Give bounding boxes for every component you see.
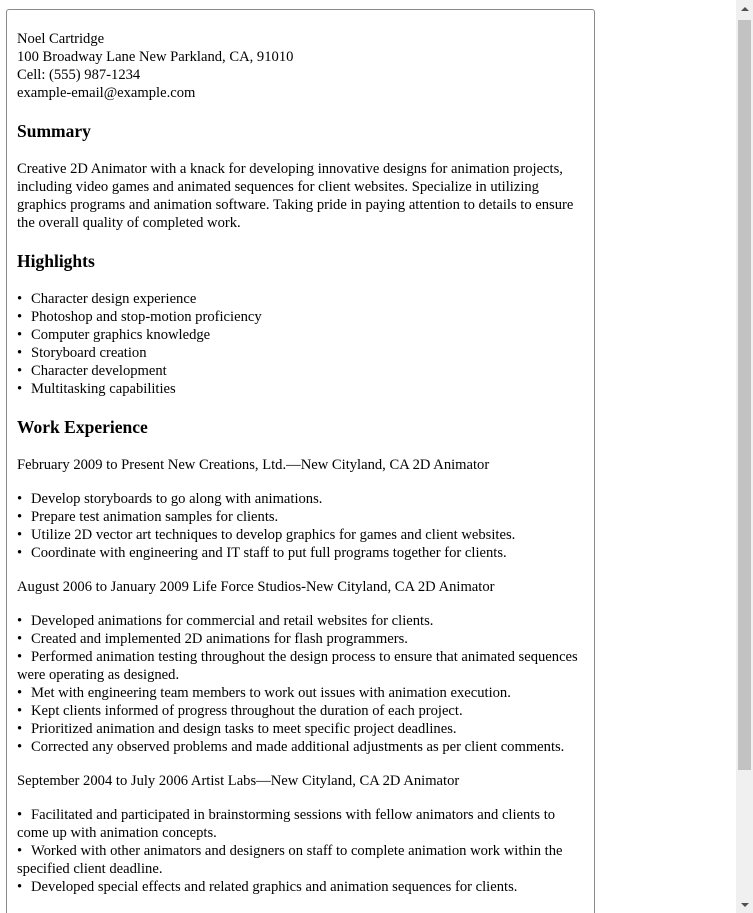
resume-document [6, 9, 595, 913]
bullet-icon: • [17, 291, 23, 307]
job-duties-list [17, 490, 583, 562]
job-entry-3 [17, 772, 583, 896]
contact-name: Noel Cartridge [17, 31, 105, 47]
bullet-icon: • [17, 739, 23, 755]
job-entry-1 [17, 456, 583, 562]
bullet-icon: • [17, 879, 23, 895]
bullet-icon: • [17, 545, 23, 561]
bullet-icon: • [17, 345, 23, 361]
list-item: • Corrected any observed problems and made additional adjustments as per client comments. [17, 739, 565, 755]
vertical-scrollbar[interactable] [736, 0, 753, 913]
resume-content [17, 30, 583, 896]
bullet-icon: • [17, 649, 23, 665]
scroll-down-button[interactable] [736, 896, 753, 913]
bullet-icon: • [17, 527, 23, 543]
list-item: • Develop storyboards to go along with animations. [17, 491, 323, 507]
contact-email: example-email@example.com [17, 85, 196, 101]
bullet-icon: • [17, 685, 23, 701]
experience-heading: Work Experience [17, 417, 148, 437]
summary-text: Creative 2D Animator with a knack for developing innovative designs for animation projects, including video games and animated sequences for client websites. Specialize in utilizing graphics programs and animation software. Taking pride in paying attention to details to ensure the overall quality of completed work. [17, 161, 574, 231]
summary-heading: Summary [17, 121, 91, 141]
job-title-line: August 2006 to January 2009 Life Force Studios-New Cityland, CA 2D Animator [17, 579, 495, 595]
contact-phone: Cell: (555) 987-1234 [17, 67, 141, 83]
list-item: • Performed animation testing throughout the design process to ensure that animated sequences were operating as designed. [17, 649, 578, 683]
list-item: • Multitasking capabilities [17, 381, 176, 397]
bullet-icon: • [17, 309, 23, 325]
list-item: • Prioritized animation and design tasks to meet specific project deadlines. [17, 721, 457, 737]
job-duties-list [17, 806, 583, 896]
list-item: • Developed special effects and related graphics and animation sequences for clients. [17, 879, 518, 895]
job-title-line: February 2009 to Present New Creations, Ltd.—New Cityland, CA 2D Animator [17, 457, 490, 473]
bullet-icon: • [17, 843, 23, 859]
bullet-icon: • [17, 327, 23, 343]
highlights-list [17, 290, 583, 398]
scroll-thumb[interactable] [738, 20, 751, 770]
list-item: • Storyboard creation [17, 345, 147, 361]
bullet-icon: • [17, 703, 23, 719]
triangle-up-icon [741, 7, 749, 11]
list-item: • Character design experience [17, 291, 197, 307]
list-item: • Developed animations for commercial and retail websites for clients. [17, 613, 434, 629]
job-title-line: September 2004 to July 2006 Artist Labs—New Cityland, CA 2D Animator [17, 773, 460, 789]
list-item: • Created and implemented 2D animations for flash programmers. [17, 631, 408, 647]
highlights-heading: Highlights [17, 251, 95, 271]
list-item: • Coordinate with engineering and IT staff to put full programs together for clients. [17, 545, 507, 561]
list-item: • Met with engineering team members to work out issues with animation execution. [17, 685, 511, 701]
bullet-icon: • [17, 721, 23, 737]
bullet-icon: • [17, 363, 23, 379]
triangle-down-icon [741, 903, 749, 907]
contact-block [17, 30, 583, 102]
list-item: • Facilitated and participated in brainstorming sessions with fellow animators and clients to come up with animation concepts. [17, 807, 556, 841]
list-item: • Utilize 2D vector art techniques to develop graphics for games and client websites. [17, 527, 516, 543]
job-duties-list [17, 612, 583, 756]
list-item: • Computer graphics knowledge [17, 327, 211, 343]
contact-address: 100 Broadway Lane New Parkland, CA, 91010 [17, 49, 294, 65]
bullet-icon: • [17, 381, 23, 397]
bullet-icon: • [17, 509, 23, 525]
list-item: • Character development [17, 363, 167, 379]
bullet-icon: • [17, 631, 23, 647]
list-item: • Photoshop and stop-motion proficiency [17, 309, 262, 325]
list-item: • Worked with other animators and designers on staff to complete animation work within the specified client deadline. [17, 843, 563, 877]
scroll-up-button[interactable] [736, 0, 753, 17]
list-item: • Prepare test animation samples for clients. [17, 509, 279, 525]
bullet-icon: • [17, 613, 23, 629]
list-item: • Kept clients informed of progress throughout the duration of each project. [17, 703, 463, 719]
job-entry-2 [17, 578, 583, 756]
bullet-icon: • [17, 491, 23, 507]
bullet-icon: • [17, 807, 23, 823]
